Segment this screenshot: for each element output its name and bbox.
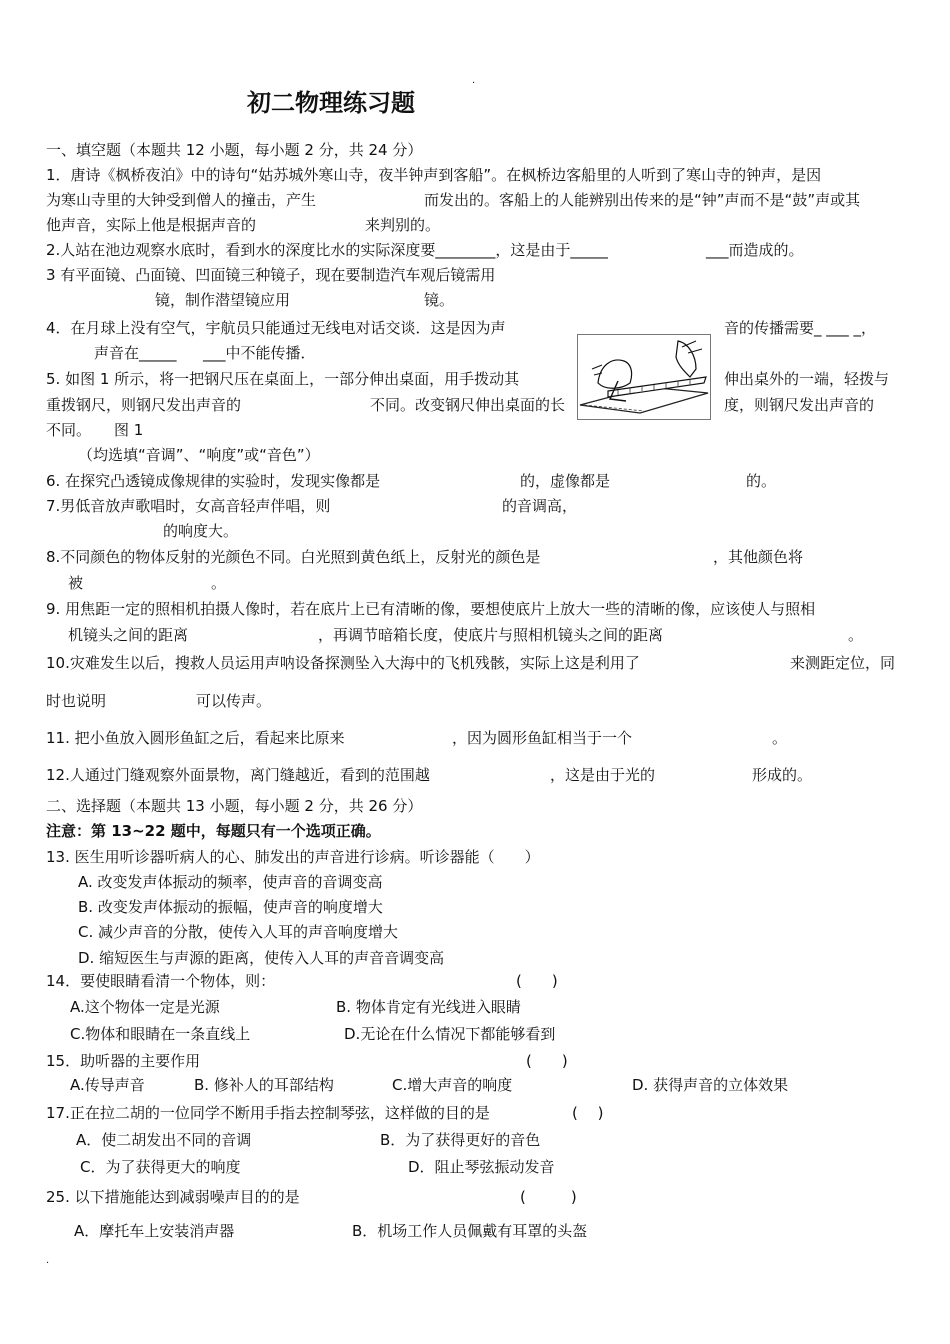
answer-option: D. 缩短医生与声源的距离，使传入人耳的声音音调变高 <box>78 949 445 967</box>
answer-bracket: ( ) <box>572 1104 604 1122</box>
section-heading-multiple-choice: 二、选择题（本题共 13 小题，每小题 2 分，共 26 分） <box>46 797 423 815</box>
question-text: 的，虚像都是 <box>520 472 611 490</box>
question-text: 镜。 <box>424 291 455 309</box>
answer-option: B. 改变发声体振动的振幅，使声音的响度增大 <box>78 898 383 916</box>
question-text: 的响度大。 <box>163 522 239 540</box>
question-text: 6. 在探究凸透镜成像规律的实验时，发现实像都是 <box>46 472 381 490</box>
question-text: 音的传播需要_ ___ _， <box>724 319 877 337</box>
question-text: 2.人站在池边观察水底时，看到水的深度比水的实际深度要________，这是由于_____ <box>46 241 608 259</box>
question-text: 的。 <box>746 472 777 490</box>
answer-option: B．为了获得更好的音色 <box>380 1131 541 1149</box>
question-text: 镜，制作潜望镜应用 <box>155 291 291 309</box>
question-text: （均选填“音调”、“响度”或“音色”） <box>78 446 320 464</box>
question-text: 10.灾难发生以后，搜救人员运用声呐设备探测坠入大海中的飞机残骸，实际上这是利用了 <box>46 654 640 672</box>
answer-option: B．机场工作人员佩戴有耳罩的头盔 <box>352 1222 588 1240</box>
answer-option: B. 修补人的耳部结构 <box>194 1076 334 1094</box>
question-text: 4．在月球上没有空气，宇航员只能通过无线电对话交谈．这是因为声 <box>46 319 506 337</box>
question-text: 来判别的。 <box>365 216 441 234</box>
question-text: 的音调高， <box>502 497 578 515</box>
question-text: 不同。改变钢尺伸出桌面的长 <box>370 396 566 414</box>
question-text: 9. 用焦距一定的照相机拍摄人像时，若在底片上已有清晰的像，要想使底片上放大一些的清晰的像，应该使人与照相 <box>46 600 816 618</box>
answer-option: A．使二胡发出不同的音调 <box>76 1131 252 1149</box>
section-note: 注意：第 13~22 题中，每题只有一个选项正确。 <box>46 822 381 840</box>
question-text: 12.人通过门缝观察外面景物，离门缝越近，看到的范围越 <box>46 766 430 784</box>
question-text: 11. 把小鱼放入圆形鱼缸之后，看起来比原来 <box>46 729 345 747</box>
figure-caption: 图 1 <box>114 421 144 439</box>
answer-bracket: ( ) <box>516 972 558 990</box>
answer-option: C. 减少声音的分散，使传入人耳的声音响度增大 <box>78 923 399 941</box>
page-title: 初二物理练习题 <box>247 89 415 117</box>
question-text: 被 <box>68 574 84 592</box>
question-text: 25. 以下措施能达到减弱噪声目的的是 <box>46 1188 300 1206</box>
question-text: 伸出桌外的一端，轻拨与 <box>724 370 890 388</box>
question-text: 可以传声。 <box>196 692 272 710</box>
ruler-on-table-drawing <box>578 335 710 419</box>
question-text: 度，则钢尺发出声音的 <box>724 396 875 414</box>
question-text: 声音在_____ <box>94 344 177 362</box>
question-text: ___中不能传播． <box>203 344 316 362</box>
answer-option: A.传导声音 <box>70 1076 145 1094</box>
question-text: 3 有平面镜、凸面镜、凹面镜三种镜子，现在要制造汽车观后镜需用 <box>46 266 496 284</box>
question-text: ___而造成的。 <box>706 241 804 259</box>
question-text: ，再调节暗箱长度，使底片与照相机镜头之间的距离 <box>318 626 664 644</box>
question-text: 时也说明 <box>46 692 107 710</box>
question-text: 1．唐诗《枫桥夜泊》中的诗句“姑苏城外寒山寺，夜半钟声到客船”。在枫桥边客船里的人听到了寒山寺的钟声，是因 <box>46 166 822 184</box>
question-text: 形成的。 <box>752 766 813 784</box>
question-text: 13. 医生用听诊器听病人的心、肺发出的声音进行诊病。听诊器能（ ） <box>46 848 540 866</box>
question-text: 而发出的。客船上的人能辨别出传来的是“钟”声而不是“鼓”声或其 <box>424 191 861 209</box>
question-text: 机镜头之间的距离 <box>68 626 189 644</box>
question-text: 7.男低音放声歌唱时，女高音轻声伴唱，则 <box>46 497 331 515</box>
question-text: ，这是由于光的 <box>550 766 656 784</box>
question-text: 8.不同颜色的物体反射的光颜色不同。白光照到黄色纸上，反射光的颜色是 <box>46 548 541 566</box>
question-text: 。 <box>211 574 227 592</box>
answer-option: C．为了获得更大的响度 <box>80 1158 241 1176</box>
answer-option: D.无论在什么情况下都能够看到 <box>344 1025 556 1043</box>
answer-option: C.物体和眼睛在一条直线上 <box>70 1025 251 1043</box>
answer-option: D．阻止琴弦振动发音 <box>408 1158 555 1176</box>
question-text: 17.正在拉二胡的一位同学不断用手指去控制琴弦，这样做的目的是 <box>46 1104 490 1122</box>
answer-option: A. 改变发声体振动的频率，使声音的音调变高 <box>78 873 383 891</box>
answer-option: B. 物体肯定有光线进入眼睛 <box>336 998 521 1016</box>
question-text: 。 <box>848 626 864 644</box>
question-text: ，因为圆形鱼缸相当于一个 <box>452 729 633 747</box>
question-text: 5. 如图 1 所示，将一把钢尺压在桌面上，一部分伸出桌面，用手拨动其 <box>46 370 520 388</box>
page-mark: . <box>46 1255 50 1266</box>
answer-option: C.增大声音的响度 <box>392 1076 513 1094</box>
question-text: 为寒山寺里的大钟受到僧人的撞击，产生 <box>46 191 317 209</box>
question-text: 来测距定位，同 <box>790 654 896 672</box>
figure-steel-ruler-image <box>577 334 711 420</box>
answer-bracket: ( ) <box>520 1188 577 1206</box>
question-text: 他声音，实际上他是根据声音的 <box>46 216 257 234</box>
question-text: 15．助听器的主要作用 <box>46 1052 201 1070</box>
question-text: 重拨钢尺，则钢尺发出声音的 <box>46 396 242 414</box>
answer-bracket: ( ) <box>526 1052 568 1070</box>
page-mark: . <box>472 75 476 86</box>
answer-option: A.这个物体一定是光源 <box>70 998 220 1016</box>
question-text: 14．要使眼睛看清一个物体，则： <box>46 972 276 990</box>
section-heading-fill-blank: 一、填空题（本题共 12 小题，每小题 2 分，共 24 分） <box>46 141 423 159</box>
question-text: 不同。 <box>46 421 92 439</box>
question-text: ，其他颜色将 <box>713 548 804 566</box>
answer-option: D. 获得声音的立体效果 <box>632 1076 789 1094</box>
question-text: 。 <box>772 729 788 747</box>
answer-option: A．摩托车上安装消声器 <box>74 1222 235 1240</box>
